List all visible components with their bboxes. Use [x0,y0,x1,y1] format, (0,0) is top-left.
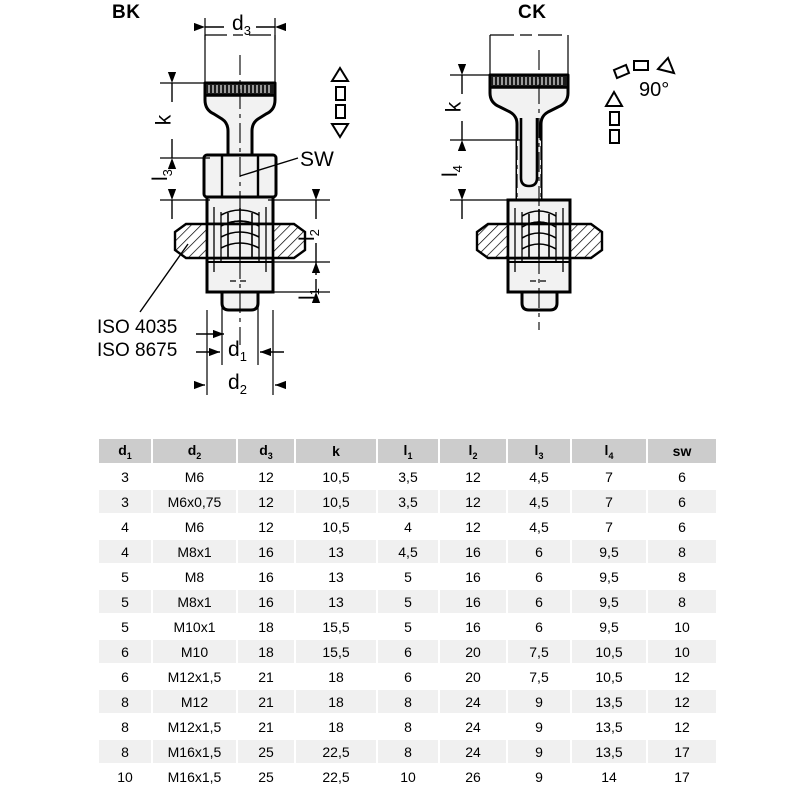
table-cell: 25 [238,740,294,763]
table-cell: 9 [508,765,570,788]
dim-label-k-ck: k [442,101,466,113]
table-cell: 13,5 [572,715,646,738]
table-cell: 13 [296,590,376,613]
table-cell: 4 [378,515,438,538]
dim-label-d3: $d_3$ [232,12,251,39]
table-cell: 5 [99,615,151,638]
table-cell: 10 [648,640,716,663]
table-cell: 24 [440,715,506,738]
table-cell: M16x1,5 [153,765,236,788]
table-cell: 8 [99,740,151,763]
table-cell: 18 [296,665,376,688]
table-cell: 13,5 [572,690,646,713]
table-cell: 17 [648,765,716,788]
table-cell: 4 [99,540,151,563]
table-cell: 4 [99,515,151,538]
table-cell: 8 [648,565,716,588]
iso-standard-label [97,316,177,362]
table-cell: 16 [238,540,294,563]
table-cell: 8 [99,715,151,738]
table-header-l1: $l_1$ [378,439,438,463]
table-cell: 4,5 [508,515,570,538]
table-cell: 25 [238,765,294,788]
table-row [99,765,716,788]
table-cell: 20 [440,665,506,688]
table-cell: 10,5 [296,490,376,513]
table-cell: 10 [378,765,438,788]
table-cell: 5 [378,590,438,613]
bk-part-geometry [175,35,305,345]
table-cell: 9,5 [572,590,646,613]
angle-label-90: 90° [639,79,670,101]
table-cell: 6 [99,665,151,688]
table-cell: 8 [378,715,438,738]
table-cell: M12 [153,690,236,713]
table-header-l2: $l_2$ [440,439,506,463]
table-cell: M12x1,5 [153,715,236,738]
variant-title-ck: CK [518,2,547,23]
table-header-d1: $d_1$ [99,439,151,463]
table-cell: 17 [648,740,716,763]
table-cell: 6 [508,540,570,563]
table-cell: M10x1 [153,615,236,638]
table-cell: M6 [153,515,236,538]
table-row [99,665,716,688]
axial-pull-arrow-ck [606,92,622,143]
table-cell: 4,5 [508,490,570,513]
table-header-sw: sw [648,439,716,463]
table-cell: 18 [296,690,376,713]
table-header-k: k [296,439,376,463]
table-cell: 14 [572,765,646,788]
table-cell: 5 [378,615,438,638]
table-cell: 8 [648,590,716,613]
table-cell: 18 [238,615,294,638]
table-cell: 10,5 [296,515,376,538]
table-row [99,615,716,638]
table-cell: 7 [572,465,646,488]
table-cell: 13,5 [572,740,646,763]
dim-label-l2: $l_2$ [295,229,323,242]
rotary-90-arrow-ck [614,58,674,78]
table-cell: 16 [440,540,506,563]
table-cell: M10 [153,640,236,663]
dimension-table-wrapper [97,437,705,790]
table-cell: 12 [238,490,294,513]
table-cell: 10,5 [572,640,646,663]
table-cell: 15,5 [296,615,376,638]
dim-label-d1: $d_1$ [228,338,247,365]
table-cell: 3 [99,465,151,488]
table-row [99,565,716,588]
table-row [99,590,716,613]
table-body [99,465,716,788]
table-row [99,740,716,763]
table-cell: M12x1,5 [153,665,236,688]
ck-part-geometry [477,35,602,330]
dim-label-l1: $l_1$ [295,288,323,301]
table-cell: 26 [440,765,506,788]
table-cell: 12 [648,715,716,738]
table-cell: 6 [648,490,716,513]
table-cell: 16 [238,590,294,613]
dim-label-l4: $l_4$ [438,165,466,178]
table-cell: 12 [648,690,716,713]
table-cell: 7 [572,515,646,538]
table-cell: 21 [238,715,294,738]
table-cell: M6x0,75 [153,490,236,513]
table-row [99,540,716,563]
table-row [99,640,716,663]
table-cell: 9,5 [572,540,646,563]
table-cell: 4,5 [378,540,438,563]
table-cell: 9 [508,740,570,763]
table-cell: 7,5 [508,640,570,663]
table-cell: 6 [508,615,570,638]
dim-label-l3: $l_3$ [148,169,176,182]
table-cell: 9,5 [572,565,646,588]
table-cell: 6 [378,665,438,688]
table-cell: 13 [296,540,376,563]
table-cell: 10 [99,765,151,788]
table-cell: 12 [238,515,294,538]
table-cell: 10,5 [296,465,376,488]
table-cell: 15,5 [296,640,376,663]
table-row [99,515,716,538]
table-cell: 3,5 [378,490,438,513]
table-cell: 10,5 [572,665,646,688]
table-header-l3: $l_3$ [508,439,570,463]
table-cell: 16 [440,615,506,638]
table-cell: 12 [648,665,716,688]
table-cell: 5 [99,565,151,588]
table-row [99,465,716,488]
iso-line-1: ISO 4035 [97,317,178,338]
table-cell: 6 [99,640,151,663]
table-cell: 12 [440,465,506,488]
table-cell: 9,5 [572,615,646,638]
table-row [99,490,716,513]
table-cell: 4,5 [508,465,570,488]
table-row [99,690,716,713]
table-cell: 16 [440,565,506,588]
table-cell: 7,5 [508,665,570,688]
table-cell: 6 [648,465,716,488]
table-cell: 5 [378,565,438,588]
table-cell: 24 [440,690,506,713]
table-cell: M8 [153,565,236,588]
table-cell: 3 [99,490,151,513]
table-header-d2: $d_2$ [153,439,236,463]
table-cell: M8x1 [153,540,236,563]
table-header-l4: $l_4$ [572,439,646,463]
table-cell: 12 [440,490,506,513]
table-cell: 18 [296,715,376,738]
table-cell: 8 [648,540,716,563]
table-cell: 13 [296,565,376,588]
table-cell: 16 [238,565,294,588]
table-cell: 12 [238,465,294,488]
table-cell: 22,5 [296,740,376,763]
table-cell: 5 [99,590,151,613]
table-cell: 8 [378,690,438,713]
table-cell: 6 [508,565,570,588]
table-row [99,715,716,738]
table-cell: 24 [440,740,506,763]
table-cell: 6 [508,590,570,613]
table-cell: M8x1 [153,590,236,613]
table-cell: 9 [508,690,570,713]
table-header-d3: $d_3$ [238,439,294,463]
table-cell: 20 [440,640,506,663]
table-cell: 6 [378,640,438,663]
table-cell: 12 [440,515,506,538]
iso-line-2: ISO 8675 [97,340,178,361]
table-cell: 22,5 [296,765,376,788]
table-header-row [99,439,716,463]
table-cell: M16x1,5 [153,740,236,763]
variant-title-bk: BK [112,2,141,23]
table-cell: 10 [648,615,716,638]
dimension-table [97,437,718,790]
dim-label-sw: SW [300,148,334,171]
table-cell: 21 [238,690,294,713]
table-cell: 9 [508,715,570,738]
table-cell: 18 [238,640,294,663]
table-cell: 8 [99,690,151,713]
table-cell: M6 [153,465,236,488]
table-cell: 21 [238,665,294,688]
table-cell: 8 [378,740,438,763]
table-cell: 3,5 [378,465,438,488]
dim-label-k-bk: k [152,114,176,126]
table-cell: 7 [572,490,646,513]
table-cell: 6 [648,515,716,538]
table-cell: 16 [440,590,506,613]
dim-label-d2: $d_2$ [228,371,247,398]
axial-pull-arrow-bk [332,68,348,137]
